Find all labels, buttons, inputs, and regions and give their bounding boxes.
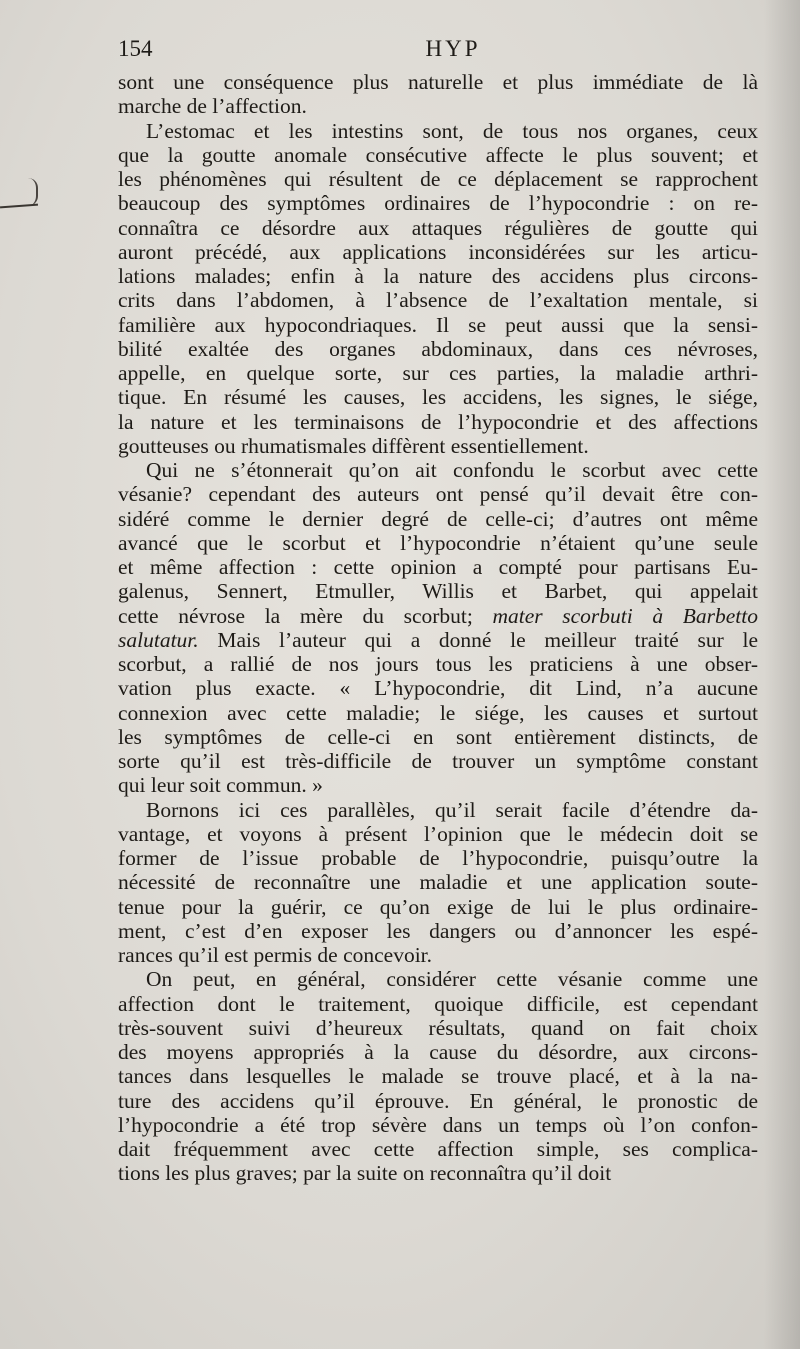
latin-quote: salutatur. xyxy=(118,627,199,652)
text-line: salutatur. Mais l’auteur qui a donné le meilleur traité sur le xyxy=(118,627,758,652)
running-head: HYP xyxy=(425,36,481,61)
text-line: connaîtra ce désordre aux attaques régulières de goutte qui xyxy=(118,215,758,240)
text-line: les phénomènes qui résultent de ce déplacement se rapprochent xyxy=(118,167,758,191)
text-line: Qui ne s’étonnerait qu’on ait confondu le scorbut avec cette xyxy=(146,458,758,482)
text-line: bilité exaltée des organes abdominaux, dans ces névroses, xyxy=(118,336,758,361)
text-line: tique. En résumé les causes, les accidens, les signes, le siége, xyxy=(118,385,758,410)
latin-quote: mater scorbuti à Barbetto xyxy=(492,603,758,628)
text-line: avancé que le scorbut et l’hypocondrie n’étaient qu’une seule xyxy=(118,530,758,555)
paragraph xyxy=(118,119,758,459)
text-line: qui leur soit commun. » xyxy=(118,773,323,798)
text-line: L’estomac et les intestins sont, de tous nos organes, ceux xyxy=(146,118,758,143)
text-line: ture des accidens qu’il éprouve. En général, le pronostic de xyxy=(118,1088,758,1113)
text-line: former de l’issue probable de l’hypocondrie, puisqu’outre la xyxy=(118,846,758,870)
margin-pencil-mark xyxy=(26,178,38,206)
text-line: goutteuses ou rhumatismales diffèrent essentiellement. xyxy=(118,433,589,458)
body-text xyxy=(118,70,758,1186)
text-line: cette névrose la mère du scorbut; mater scorbuti à Barbetto xyxy=(118,603,758,628)
text-line: la nature et les terminaisons de l’hypocondrie et des affections xyxy=(118,409,758,434)
text-line: nécessité de reconnaître une maladie et une application soute- xyxy=(118,870,758,895)
text-line: marche de l’affection. xyxy=(118,94,307,119)
paragraph xyxy=(118,798,758,968)
text-line: familière aux hypocondriaques. Il se peut aussi que la sensi- xyxy=(118,312,758,337)
text-line: sorte qu’il est très-difficile de trouver un symptôme constant xyxy=(118,749,758,773)
text-line: et même affection : cette opinion a compté pour partisans Eu- xyxy=(118,555,758,579)
text-line: l’hypocondrie a été trop sévère dans un temps où l’on confon- xyxy=(118,1112,758,1137)
text-line: affection dont le traitement, quoique difficile, est cependant xyxy=(118,991,758,1016)
text-line: vation plus exacte. « L’hypocondrie, dit Lind, n’a aucune xyxy=(118,676,758,701)
text-line: tances dans lesquelles le malade se trouve placé, et à la na- xyxy=(118,1064,758,1089)
text-line: connexion avec cette maladie; le siége, les causes et surtout xyxy=(118,700,758,725)
text-line: sont une conséquence plus naturelle et plus immédiate de là xyxy=(118,70,758,94)
text-line: des moyens appropriés à la cause du désordre, aux circons- xyxy=(118,1040,758,1064)
text-line: très-souvent suivi d’heureux résultats, quand on fait choix xyxy=(118,1015,758,1040)
paragraph xyxy=(118,70,758,119)
text-line: Bornons ici ces parallèles, qu’il serait facile d’étendre da- xyxy=(146,797,758,822)
text-line: que la goutte anomale consécutive affecte le plus souvent; et xyxy=(118,142,758,167)
page-header xyxy=(118,36,758,66)
text-line: ment, c’est d’en exposer les dangers ou d’annoncer les espé- xyxy=(118,918,758,943)
text-line: rances qu’il est permis de concevoir. xyxy=(118,943,433,967)
paragraph xyxy=(118,458,758,798)
page-edge-shadow xyxy=(764,0,800,1349)
text-line: vantage, et voyons à présent l’opinion que le médecin doit se xyxy=(118,821,758,846)
text-line: tenue pour la guérir, ce qu’on exige de lui le plus ordinaire- xyxy=(118,894,758,919)
text-line: crits dans l’abdomen, à l’absence de l’exaltation mentale, si xyxy=(118,288,758,313)
text-line: appelle, en quelque sorte, sur ces parties, la maladie arthri- xyxy=(118,361,758,385)
text-line: auront précédé, aux applications inconsidérées sur les articu- xyxy=(118,239,758,264)
text-line: les symptômes de celle-ci en sont entièrement distincts, de xyxy=(118,724,758,749)
text-line: lations malades; enfin à la nature des accidens plus circons- xyxy=(118,264,758,288)
paragraph xyxy=(118,967,758,1185)
text-line: sidéré comme le dernier degré de celle-ci; d’autres ont même xyxy=(118,506,758,531)
text-line: On peut, en général, considérer cette vésanie comme une xyxy=(146,967,758,992)
text-line: dait fréquemment avec cette affection simple, ses complica- xyxy=(118,1137,758,1161)
page-number: 154 xyxy=(118,36,153,61)
text-line: vésanie? cependant des auteurs ont pensé qu’il devait être con- xyxy=(118,482,758,507)
margin-rule-mark xyxy=(0,204,38,209)
text-line: galenus, Sennert, Etmuller, Willis et Barbet, qui appelait xyxy=(118,579,758,604)
text-line: tions les plus graves; par la suite on reconnaîtra qu’il doit xyxy=(118,1161,612,1186)
text-line: scorbut, a rallié de nos jours tous les praticiens à une obser- xyxy=(118,652,758,676)
text-line: beaucoup des symptômes ordinaires de l’hypocondrie : on re- xyxy=(118,191,758,216)
